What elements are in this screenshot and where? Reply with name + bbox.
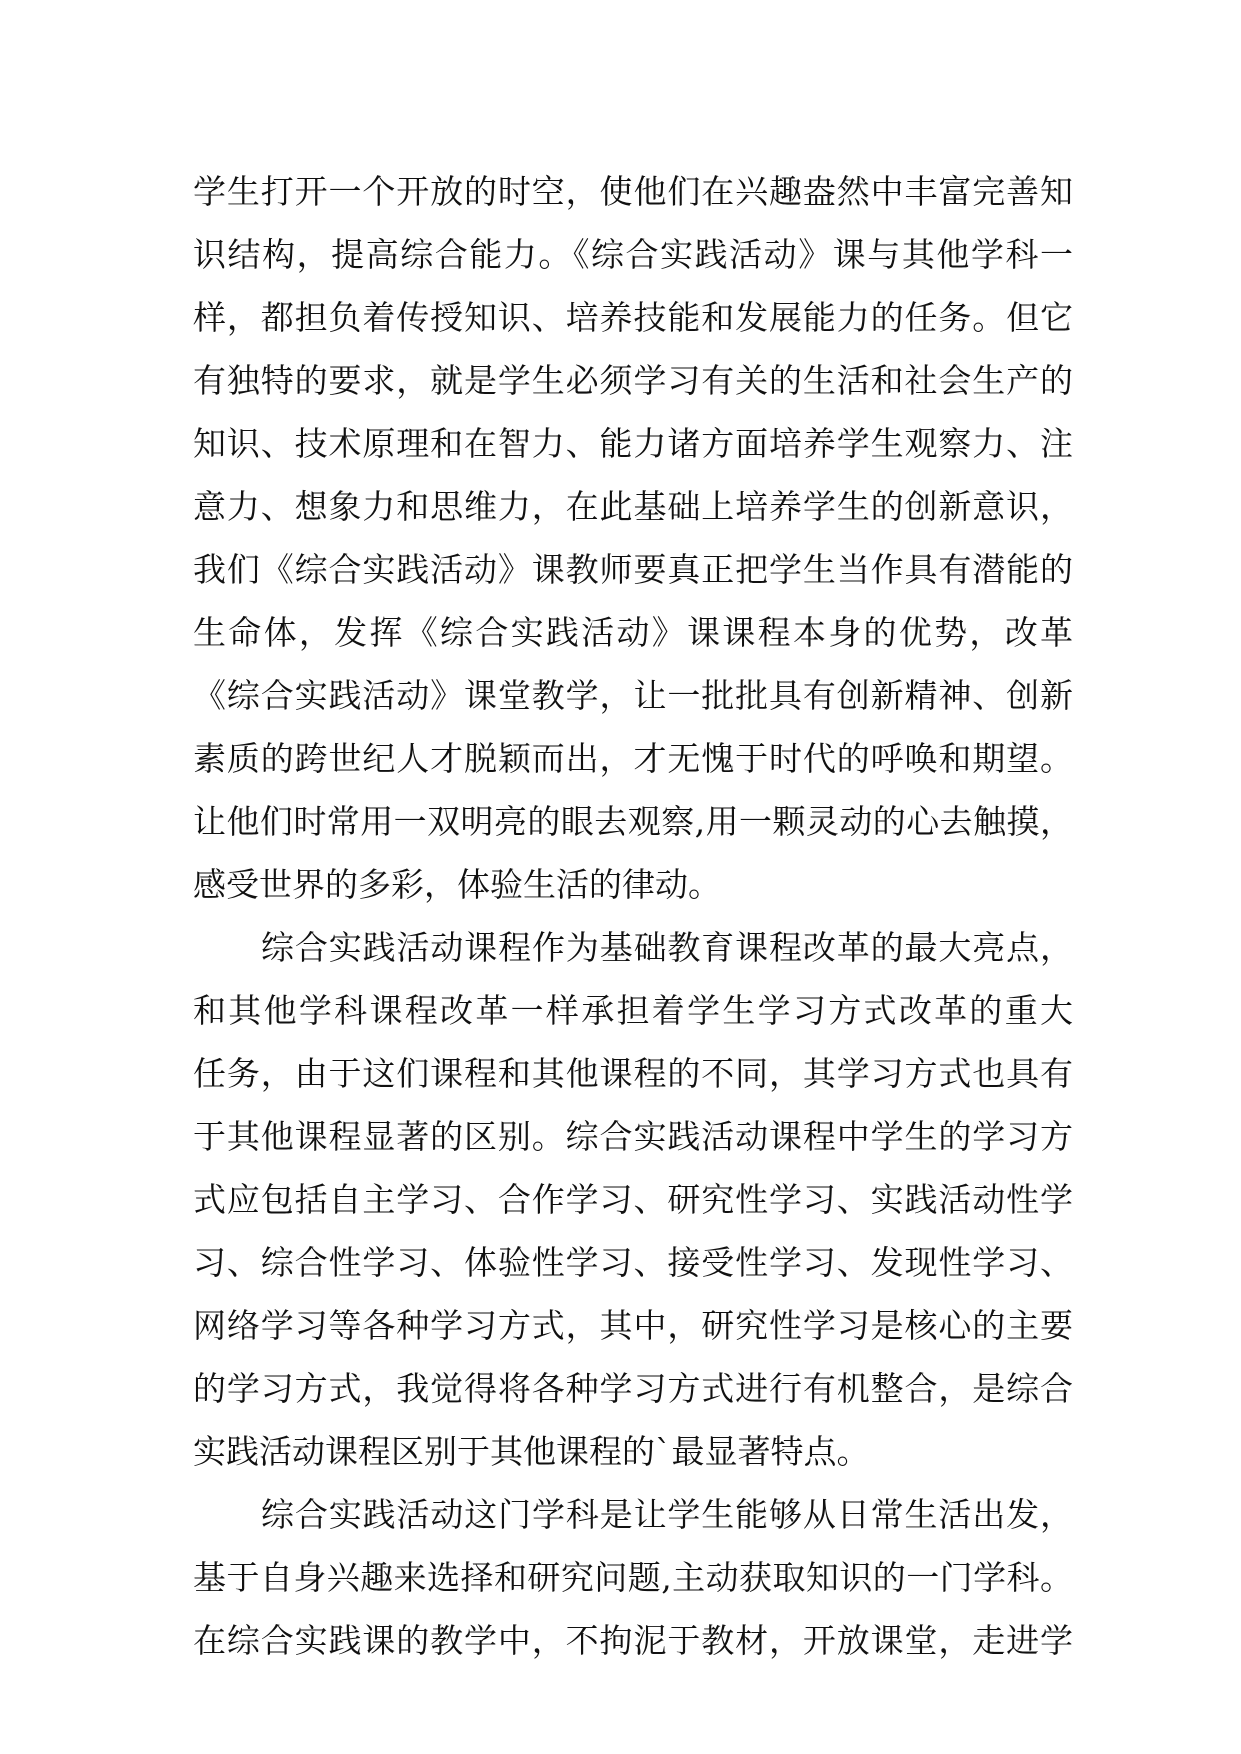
paragraph-1-line-7: 我们《综合实践活动》课教师要真正把学生当作具有潜能的 [193,550,1073,589]
paragraph-2-line-4: 于其他课程显著的区别。综合实践活动课程中学生的学习方 [193,1117,1073,1156]
paragraph-2-line-3: 任务，由于这们课程和其他课程的不同，其学习方式也具有 [193,1054,1073,1093]
paragraph-2-line-2: 和其他学科课程改革一样承担着学生学习方式改革的重大 [193,991,1073,1030]
paragraph-1-line-5: 知识、技术原理和在智力、能力诸方面培养学生观察力、注 [193,424,1073,463]
paragraph-2-line-9: 实践活动课程区别于其他课程的`最显著特点。 [193,1432,870,1471]
paragraph-2-line-5: 式应包括自主学习、合作学习、研究性学习、实践活动性学 [193,1180,1073,1219]
paragraph-2-line-8: 的学习方式，我觉得将各种学习方式进行有机整合，是综合 [193,1369,1073,1408]
paragraph-1-line-1: 学生打开一个开放的时空，使他们在兴趣盎然中丰富完善知 [193,172,1073,211]
paragraph-2-line-6: 习、综合性学习、体验性学习、接受性学习、发现性学习、 [193,1243,1073,1282]
paragraph-1-line-8: 生命体，发挥《综合实践活动》课课程本身的优势，改革 [193,613,1073,652]
paragraph-3-line-2: 基于自身兴趣来选择和研究问题,主动获取知识的一门学科。 [193,1558,1073,1597]
paragraph-1-line-4: 有独特的要求，就是学生必须学习有关的生活和社会生产的 [193,361,1073,400]
paragraph-1-line-9: 《综合实践活动》课堂教学，让一批批具有创新精神、创新 [193,676,1073,715]
paragraph-2-line-1: 综合实践活动课程作为基础教育课程改革的最大亮点， [261,928,1073,967]
document-body [193,160,1073,1672]
paragraph-1-line-6: 意力、想象力和思维力，在此基础上培养学生的创新意识， [193,487,1073,526]
paragraph-1-line-2: 识结构，提高综合能力。《综合实践活动》课与其他学科一 [193,235,1073,274]
paragraph-2-line-7: 网络学习等各种学习方式，其中，研究性学习是核心的主要 [193,1306,1073,1345]
paragraph-1-line-12: 感受世界的多彩，体验生活的律动。 [193,865,721,904]
paragraph-1-line-11: 让他们时常用一双明亮的眼去观察,用一颗灵动的心去触摸， [193,802,1073,841]
paragraph-3-line-3: 在综合实践课的教学中，不拘泥于教材，开放课堂，走进学 [193,1621,1073,1660]
paragraph-1-line-10: 素质的跨世纪人才脱颖而出，才无愧于时代的呼唤和期望。 [193,739,1073,778]
paragraph-1-line-3: 样，都担负着传授知识、培养技能和发展能力的任务。但它 [193,298,1073,337]
paragraph-3-line-1: 综合实践活动这门学科是让学生能够从日常生活出发， [261,1495,1073,1534]
